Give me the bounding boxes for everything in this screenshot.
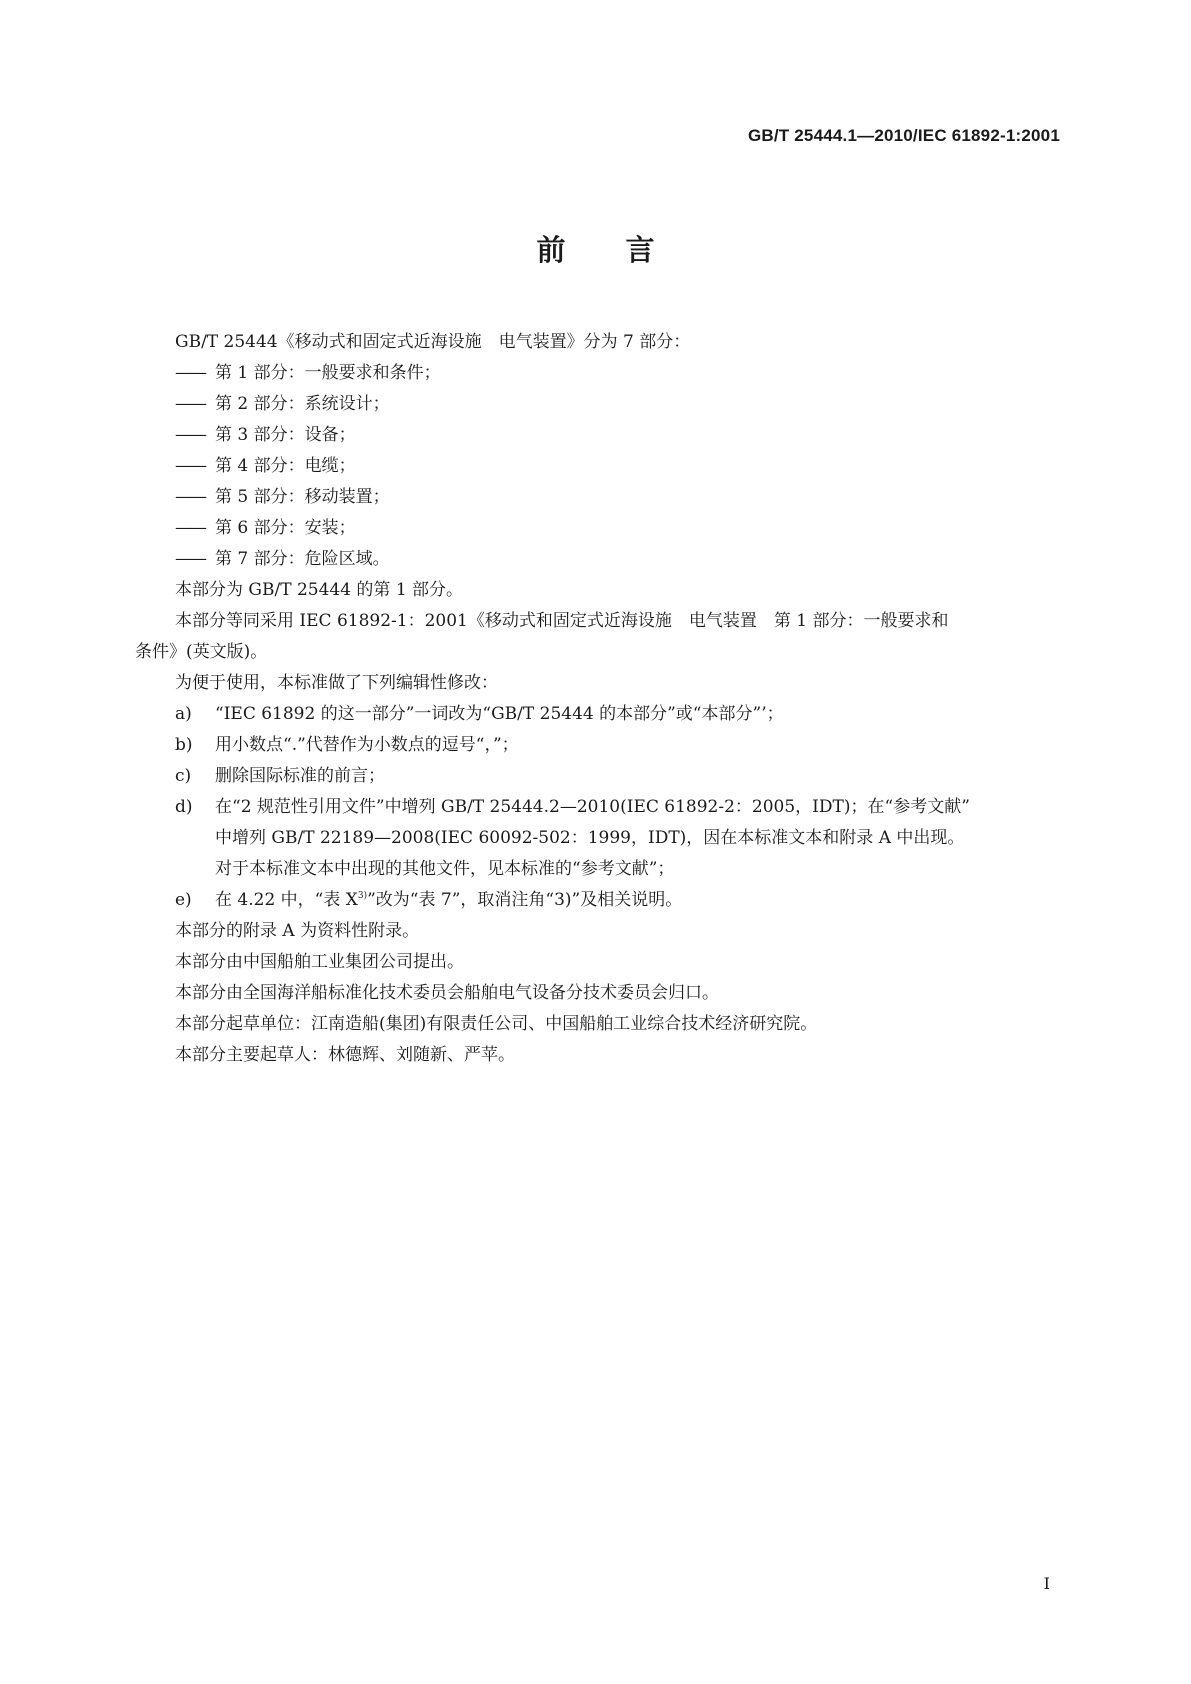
- part-text: 第 1 部分：一般要求和条件；: [215, 363, 441, 383]
- part-text: 第 6 部分：安装；: [215, 518, 356, 538]
- part-list-item: [135, 451, 1060, 482]
- intro-paragraph: GB/T 25444《移动式和固定式近海设施 电气装置》分为 7 部分：: [175, 332, 691, 352]
- item-label: a): [175, 704, 192, 724]
- closing-paragraph: 本部分的附录 A 为资料性附录。: [175, 921, 420, 941]
- closing-paragraph: 本部分主要起草人：林德辉、刘随新、严苹。: [175, 1045, 515, 1065]
- part-text: 第 3 部分：设备；: [215, 425, 356, 445]
- item-label: d): [175, 797, 193, 817]
- part-list-item: [135, 482, 1060, 513]
- page-number: I: [1043, 1574, 1050, 1593]
- closing-paragraph: 本部分由中国船舶工业集团公司提出。: [175, 952, 464, 972]
- part-list-item: [135, 358, 1060, 389]
- item-text: “IEC 61892 的这一部分”一词改为“GB/T 25444 的本部分”或“本部分”’；: [215, 704, 784, 724]
- item-text-before: 在 4.22 中，“表 X: [215, 890, 358, 910]
- edit-item-d-continuation: 对于本标准文本中出现的其他文件，见本标准的“参考文献”；: [215, 859, 675, 879]
- part-text: 第 2 部分：系统设计；: [215, 394, 390, 414]
- part-text: 第 7 部分：危险区域。: [215, 549, 390, 569]
- item-text: 在“2 规范性引用文件”中增列 GB/T 25444.2—2010(IEC 61892-2：2005，IDT)；在“参考文献”: [215, 797, 970, 817]
- item-text: [215, 885, 682, 916]
- closing-paragraph: 本部分由全国海洋船标准化技术委员会船舶电气设备分技术委员会归口。: [175, 983, 719, 1003]
- closing-paragraph: 本部分起草单位：江南造船(集团)有限责任公司、中国船舶工业综合技术经济研究院。: [175, 1014, 818, 1034]
- adoption-paragraph-line1: 本部分等同采用 IEC 61892-1：2001《移动式和固定式近海设施 电气装置 第 1 部分：一般要求和: [175, 611, 949, 631]
- part-list-item: [135, 389, 1060, 420]
- part-statement: 本部分为 GB/T 25444 的第 1 部分。: [175, 580, 464, 600]
- dash-marker: ——: [175, 425, 205, 445]
- foreword-body: [135, 327, 1060, 1071]
- dash-marker: ——: [175, 518, 205, 538]
- part-text: 第 5 部分：移动装置；: [215, 487, 390, 507]
- part-list-item: [135, 513, 1060, 544]
- dash-marker: ——: [175, 394, 205, 414]
- edit-item-e: [135, 885, 1060, 916]
- item-text-after: ”改为“表 7”，取消注角“3)”及相关说明。: [367, 890, 683, 910]
- item-text: 用小数点“.”代替作为小数点的逗号“，”；: [215, 735, 519, 755]
- standard-code-header: GB/T 25444.1—2010/IEC 61892-1:2001: [747, 126, 1060, 145]
- part-list-item: [135, 420, 1060, 451]
- edit-item-c: [135, 761, 1060, 792]
- dash-marker: ——: [175, 549, 205, 569]
- item-label: b): [175, 735, 193, 755]
- edit-item-a: [135, 699, 1060, 730]
- part-list-item: [135, 544, 1060, 575]
- edits-intro: 为便于使用，本标准做了下列编辑性修改：: [175, 673, 498, 693]
- dash-marker: ——: [175, 363, 205, 383]
- item-label: e): [175, 890, 192, 910]
- dash-marker: ——: [175, 487, 205, 507]
- item-text: 删除国际标准的前言；: [215, 766, 385, 786]
- footnote-superscript: 3): [357, 891, 368, 901]
- dash-marker: ——: [175, 456, 205, 476]
- page-title: 前言: [536, 233, 715, 267]
- part-text: 第 4 部分：电缆；: [215, 456, 356, 476]
- item-label: c): [175, 766, 192, 786]
- edit-item-d: [135, 792, 1060, 823]
- adoption-paragraph-line2: 条件》(英文版)。: [135, 642, 268, 662]
- edit-item-d-continuation: 中增列 GB/T 22189—2008(IEC 60092-502：1999，IDT)，因在本标准文本和附录 A 中出现。: [215, 828, 965, 848]
- edit-item-b: [135, 730, 1060, 761]
